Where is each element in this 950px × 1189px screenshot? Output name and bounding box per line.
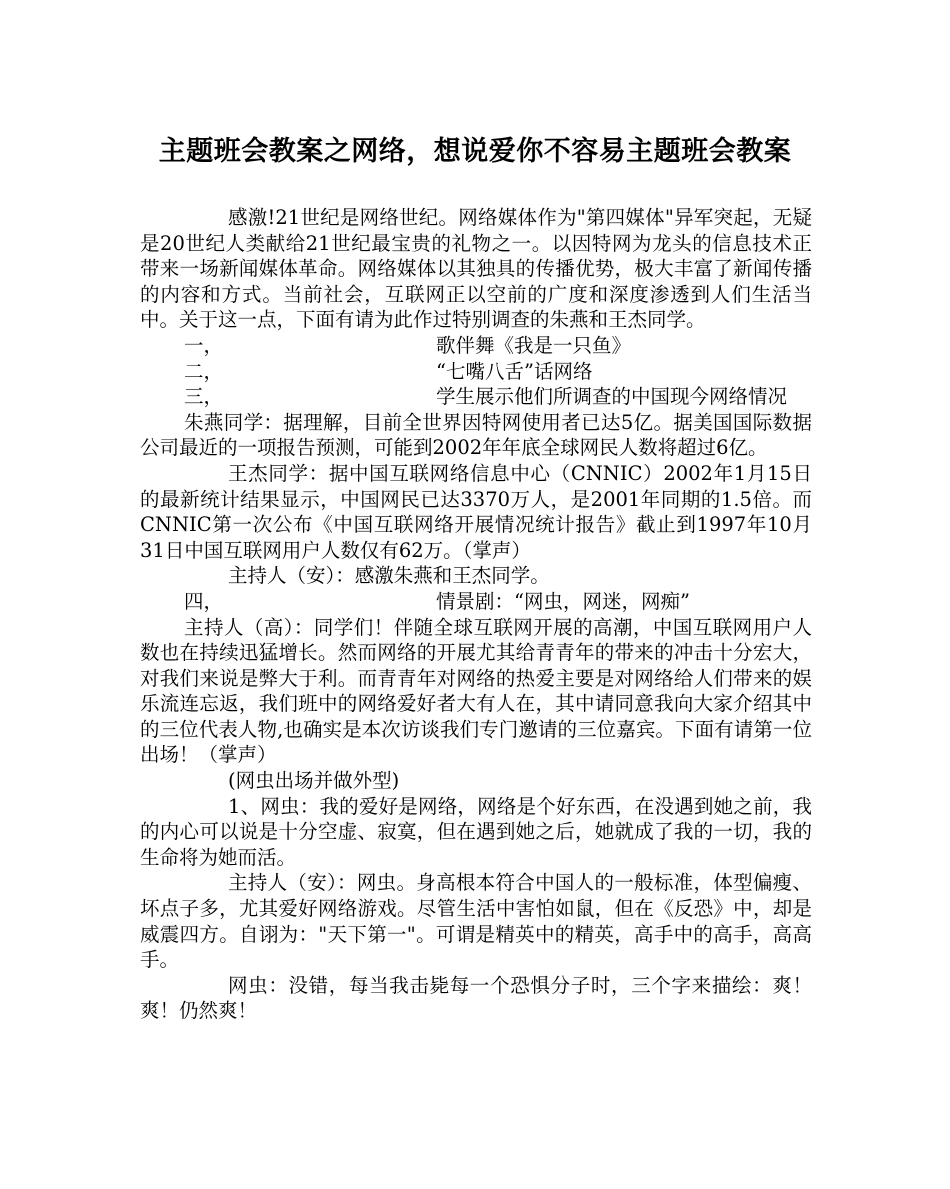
program-item-number: 一，: [184, 333, 224, 357]
wangchong-paragraph-1: 1、网虫：我的爱好是网络，网络是个好东西，在没遇到她之前，我的内心可以说是十分空虚、寂寞，但在遇到她之后，她就成了我的一切，我的生命将为她而活。: [140, 794, 812, 869]
host-an-paragraph: 主持人（安）：网虫。身高根本符合中国人的一般标准，体型偏瘦、坏点子多，尤其爱好网络游戏。尽管生活中害怕如鼠，但在《反恐》中，却是威震四方。自诩为："天下第一"。可谓是精英中的精英，高手中的高手，高高手。: [140, 871, 812, 972]
program-item-1: [140, 333, 812, 359]
document-title: 主题班会教案之网络，想说爱你不容易主题班会教案: [158, 136, 792, 167]
document-body: [140, 205, 812, 1024]
zhuyan-paragraph: 朱燕同学：据理解，目前全世界因特网使用者已达5亿。据美国国际数据公司最近的一项报告预测，可能到2002年年底全球网民人数将超过6亿。: [140, 410, 812, 460]
wangjie-paragraph: 王杰同学：据中国互联网络信息中心（CNNIC）2002年1月15日的最新统计结果显示，中国网民已达3370万人，是2001年同期的1.5倍。而CNNIC第一次公布《中国互联网络开展情况统计报告》截止到1997年10月31日中国互联网用户人数仅有62万。（掌声）: [140, 461, 812, 562]
program-item-text: “七嘴八舌”话网络: [436, 359, 593, 383]
stage-note: (网虫出场并做外型): [228, 769, 400, 793]
program-item-text: 情景剧：“网虫，网迷，网痴”: [436, 589, 690, 613]
program-item-number: 四，: [184, 589, 224, 613]
program-item-text: 学生展示他们所调查的中国现今网络情况: [436, 385, 788, 409]
program-item-4: [140, 589, 812, 615]
host-gao-paragraph: 主持人（高）：同学们！伴随全球互联网开展的高潮，中国互联网用户人数也在持续迅猛增长。然而网络的开展尤其给青青年的带来的冲击十分宏大，对我们来说是弊大于利。而青青年对网络的热爱主要是对网络给人们带来的娱乐流连忘返，我们班中的网络爱好者大有人在，其中请同意我向大家介绍其中的三位代表人物,也确实是本次访谈我们专门邀请的三位嘉宾。下面有请第一位出场！（掌声）: [140, 615, 812, 767]
intro-paragraph: 感激!21世纪是网络世纪。网络媒体作为"第四媒体"异军突起，无疑是20世纪人类献给21世纪最宝贵的礼物之一。以因特网为龙头的信息技术正带来一场新闻媒体革命。网络媒体以其独具的传播优势，极大丰富了新闻传播的内容和方式。当前社会，互联网正以空前的广度和深度渗透到人们生活当中。关于这一点，下面有请为此作过特别调查的朱燕和王杰同学。: [140, 206, 812, 332]
program-item-text: 歌伴舞《我是一只鱼》: [436, 333, 632, 357]
wangchong-paragraph-2: 网虫：没错，每当我击毙每一个恐惧分子时，三个字来描绘：爽！爽！仍然爽！: [140, 973, 812, 1023]
program-item-number: 三，: [184, 385, 224, 409]
program-item-number: 二，: [184, 359, 224, 383]
host-an-thanks: 主持人（安）：感激朱燕和王杰同学。: [228, 564, 550, 588]
program-item-3: [140, 384, 812, 410]
program-item-2: [140, 359, 812, 385]
